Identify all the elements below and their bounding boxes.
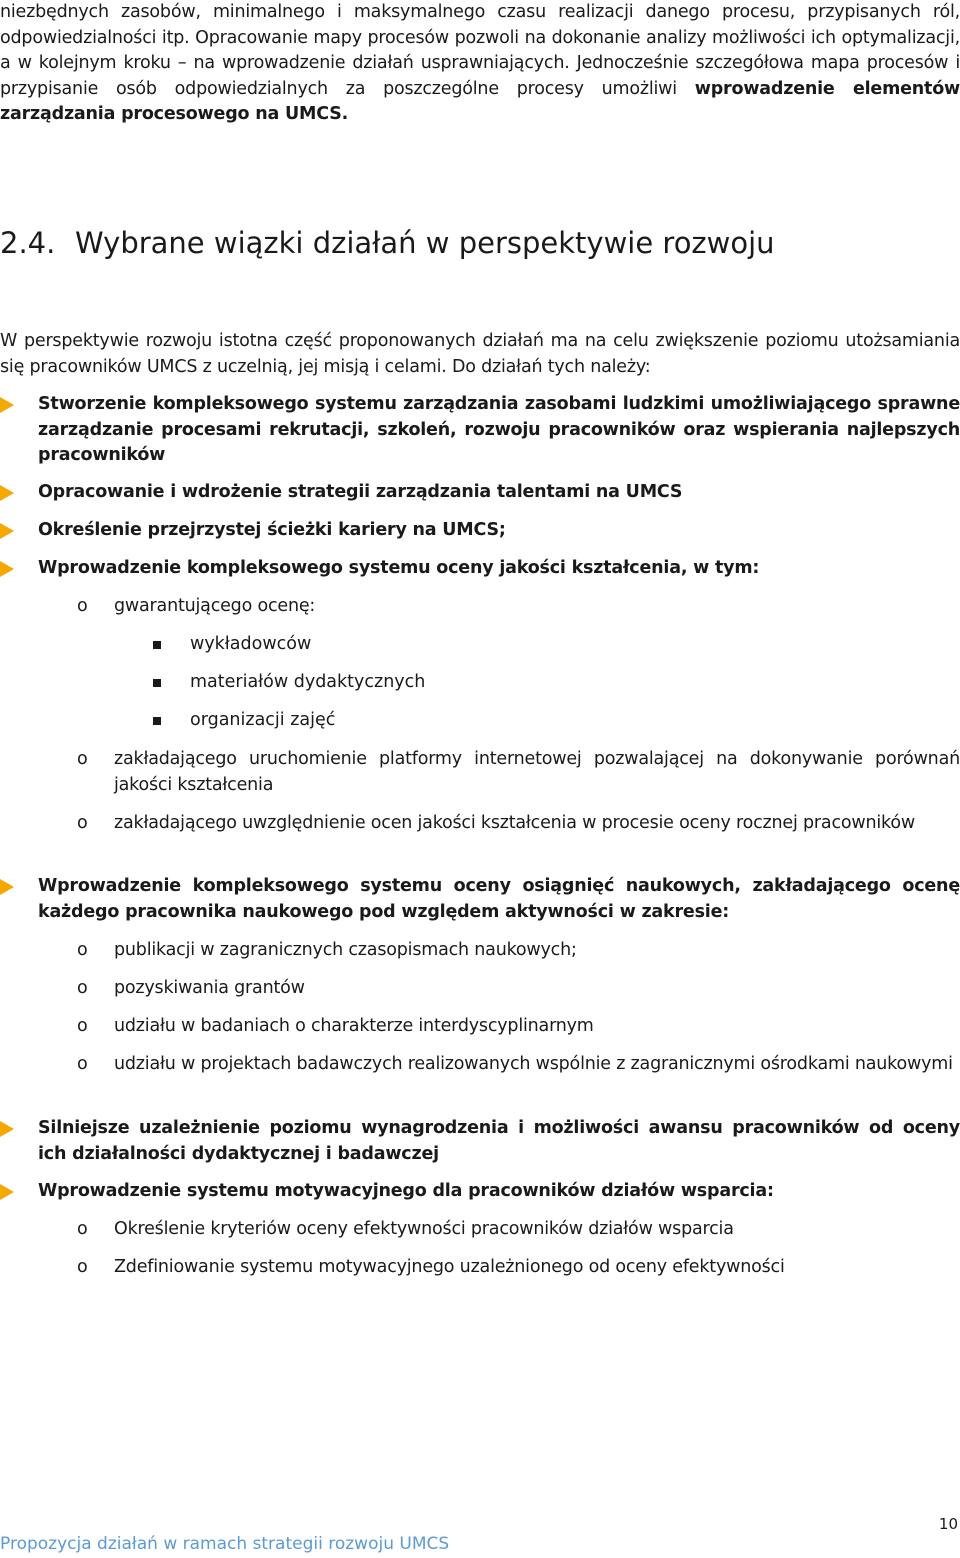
square-bullet-icon [153, 717, 161, 725]
square-bullet-icon [153, 641, 161, 649]
arrow-bullet-icon [0, 485, 14, 501]
sub-list-item: pozyskiwania grantów [114, 978, 305, 998]
circle-bullet-icon: o [77, 1257, 88, 1277]
sub-list-item: udziału w projektach badawczych realizowanych wspólnie z zagranicznymi ośrodkami naukowymi [114, 1054, 953, 1074]
sub-list-item: publikacji w zagranicznych czasopismach naukowych; [114, 940, 577, 960]
circle-bullet-icon: o [77, 1219, 88, 1239]
arrow-bullet-icon [0, 1121, 14, 1137]
sub-sub-list-item: wykładowców [190, 634, 312, 654]
list-item: Wprowadzenie systemu motywacyjnego dla pracowników działów wsparcia: [38, 1181, 774, 1201]
intro-text: niezbędnych zasobów, minimalnego i maksymalnego czasu realizacji danego procesu, przypisanych ról, odpowiedzialności itp. Opracowanie mapy procesów pozwoli na dokonanie analizy możliwości ich optymalizacji, a w kolejnym kroku – na wprowadzenie działań usprawniających. Jednocześnie szczegółowa mapa procesów i przypisanie osób odpowiedzialnych za poszczególne procesy umożliwi [0, 2, 960, 99]
lead-paragraph: W perspektywie rozwoju istotna część proponowanych działań ma na celu zwiększenie poziomu utożsamiania się pracowników UMCS z uczelnią, jej misją i celami. Do działań tych należy: [0, 331, 960, 377]
sub-list-item: Zdefiniowanie systemu motywacyjnego uzależnionego od oceny efektywności [114, 1257, 785, 1277]
arrow-bullet-icon [0, 1184, 14, 1200]
list-item: Określenie przejrzystej ścieżki kariery na UMCS; [38, 520, 506, 540]
section-heading [0, 226, 775, 260]
intro-text-bold: wprowadzenie elementów zarządzania procesowego na UMCS. [0, 78, 960, 124]
arrow-bullet-icon [0, 879, 14, 895]
arrow-bullet-icon [0, 561, 14, 577]
circle-bullet-icon: o [77, 813, 88, 833]
page-number: 10 [938, 1515, 958, 1533]
section-number: 2.4. [0, 226, 56, 260]
page-footer: Propozycja działań w ramach strategii rozwoju UMCS [0, 1534, 450, 1554]
circle-bullet-icon: o [77, 596, 88, 616]
list-item: Opracowanie i wdrożenie strategii zarządzania talentami na UMCS [38, 482, 683, 502]
list-item: Silniejsze uzależnienie poziomu wynagrodzenia i możliwości awansu pracowników od oceny ich działalności dydaktycznej i badawczej [38, 1118, 960, 1164]
circle-bullet-icon: o [77, 1016, 88, 1036]
sub-list-item: gwarantującego ocenę: [114, 596, 316, 616]
sub-list-item: zakładającego uruchomienie platformy internetowej pozwalającej na dokonywanie porównań jakości kształcenia [114, 749, 960, 795]
sub-list-item: udziału w badaniach o charakterze interdyscyplinarnym [114, 1016, 594, 1036]
section-title: Wybrane wiązki działań w perspektywie rozwoju [75, 226, 775, 260]
arrow-bullet-icon [0, 523, 14, 539]
circle-bullet-icon: o [77, 1054, 88, 1074]
sub-sub-list-item: materiałów dydaktycznych [190, 672, 426, 692]
arrow-bullet-icon [0, 397, 14, 413]
list-item: Stworzenie kompleksowego systemu zarządzania zasobami ludzkimi umożliwiającego sprawne zarządzanie procesami rekrutacji, szkoleń, rozwoju pracowników oraz wspierania najlepszych pracowników [38, 394, 960, 465]
square-bullet-icon [153, 679, 161, 687]
sub-sub-list-item: organizacji zajęć [190, 710, 336, 730]
sub-list-item: Określenie kryteriów oceny efektywności pracowników działów wsparcia [114, 1219, 734, 1239]
list-item: Wprowadzenie kompleksowego systemu oceny jakości kształcenia, w tym: [38, 558, 760, 578]
list-item: Wprowadzenie kompleksowego systemu oceny osiągnięć naukowych, zakładającego ocenę każdego pracownika naukowego pod względem aktywności w zakresie: [38, 876, 960, 922]
circle-bullet-icon: o [77, 940, 88, 960]
circle-bullet-icon: o [77, 749, 88, 769]
intro-paragraph [0, 0, 960, 128]
sub-list-item: zakładającego uwzględnienie ocen jakości kształcenia w procesie oceny rocznej pracowników [114, 813, 915, 833]
circle-bullet-icon: o [77, 978, 88, 998]
